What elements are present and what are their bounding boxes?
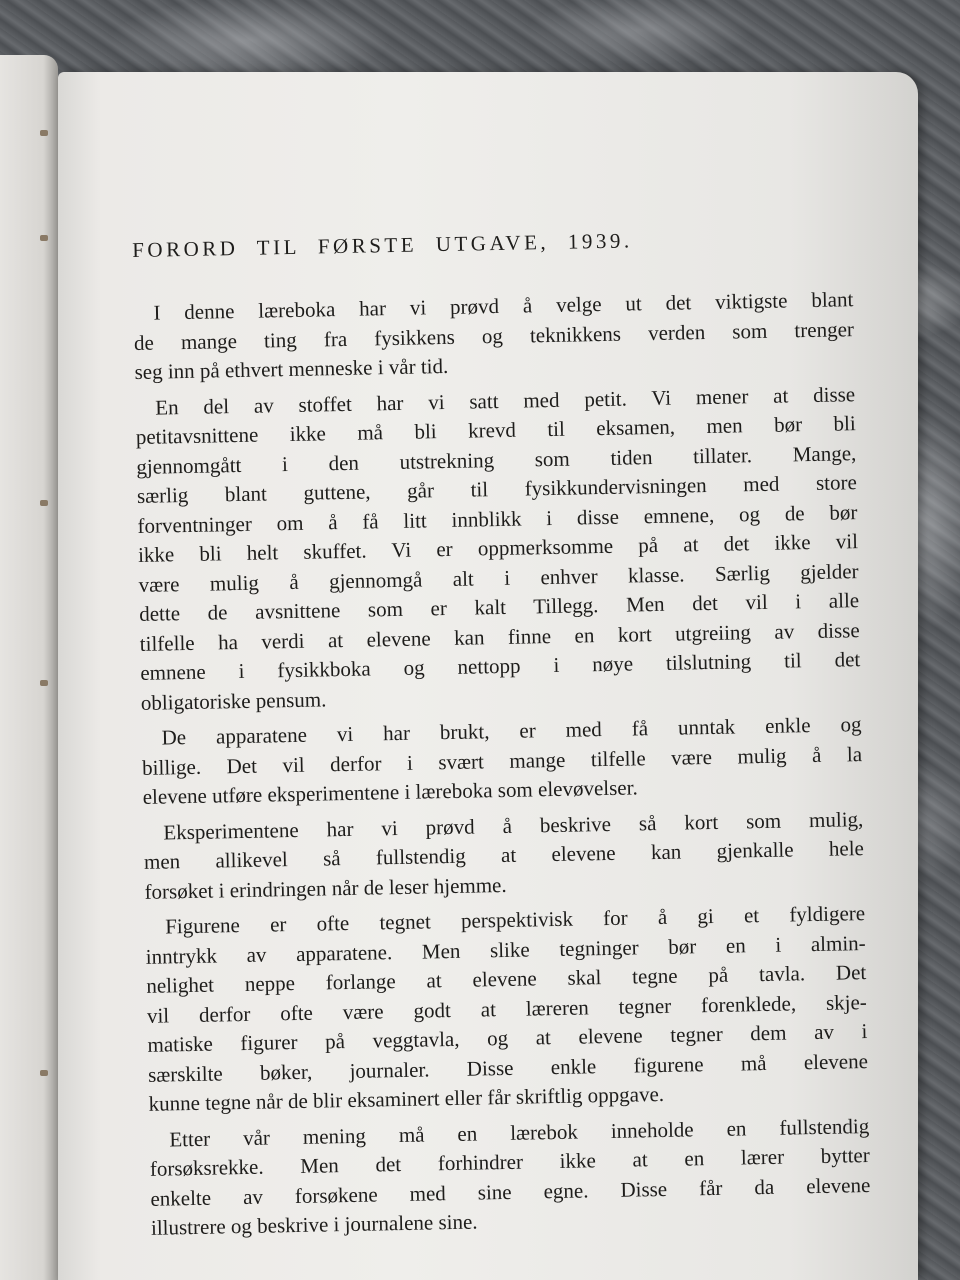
binding-stitch: [40, 235, 48, 241]
binding-stitch: [40, 500, 48, 506]
foreword-paragraph: [149, 1112, 871, 1244]
foreword-paragraph: [141, 710, 863, 812]
text-line: ikke bli helt skuffet. Vi er oppmerksomme på at det ikke vil: [137, 529, 859, 567]
foreword-paragraph: [135, 380, 861, 718]
text-line: forsøksrekke. Men det forhindrer ikke at en lærer bytter: [149, 1143, 870, 1181]
text-line: tilfelle ha verdi at elevene kan finne en kort utgreiing av disse: [139, 617, 860, 656]
text-line: gjennomgått i den utstrekning som tiden tillater. Mange,: [136, 440, 857, 479]
text-line: Figurene er ofte tegnet perspektivisk for å gi et fyldigere: [164, 901, 866, 939]
text-line: illustrere og beskrive i journalene sine.: [150, 1209, 478, 1240]
text-line: være mulig å gjennomgå alt i enhver klasse. Særlig gjelder: [138, 558, 859, 597]
text-line: forventninger om å få litt innblikk i disse emnene, og de bør: [137, 499, 858, 538]
binding-stitch: [40, 130, 48, 136]
text-line: kunne tegne når de blir eksaminert eller får skriftlig oppgave.: [148, 1081, 665, 1116]
foreword-body: [133, 285, 871, 1243]
foreword-paragraph: [145, 899, 869, 1119]
text-line: vil derfor ofte være godt at læreren tegner forenklede, skje-: [146, 989, 868, 1028]
left-page-edge: [0, 55, 58, 1280]
text-line: elevene utføre eksperimentene i læreboka som elevøvelser.: [142, 775, 638, 809]
text-line: men allikevel så fullstendig at elevene kan gjenkalle hele: [143, 836, 865, 874]
text-line: dette de avsnittene som er kalt Tillegg. Men det vil i alle: [138, 588, 860, 626]
text-line: enkelte av forsøkene med sine egne. Disse får da elevene: [150, 1172, 871, 1211]
text-line: I denne læreboka har vi prøvd å velge ut det viktigste blant: [153, 287, 854, 325]
text-line: seg inn på ethvert menneske i vår tid.: [134, 353, 449, 384]
binding-stitch: [40, 680, 48, 686]
text-line: billige. Det vil derfor i svært mange tilfelle være mulig å la: [141, 741, 863, 780]
foreword-paragraph: [143, 805, 865, 907]
text-line: En del av stoffet har vi satt med petit. Vi mener at disse: [155, 381, 856, 420]
text-line: Etter vår mening må en lærebok inneholde en fullstendig: [169, 1113, 870, 1151]
text-line: inntrykk av apparatene. Men slike tegninger bør en i almin-: [145, 930, 866, 969]
text-line: nelighet neppe forlange at elevene skal tegne på tavla. Det: [146, 960, 867, 998]
text-line: petitavsnittene ikke må bli krevd til eksamen, men bør bli: [135, 411, 856, 449]
text-line: særlig blant guttene, går til fysikkundervisningen med store: [136, 470, 858, 508]
page-content: [132, 224, 871, 1249]
foreword-heading: FORORD TIL FØRSTE UTGAVE, 1939.: [132, 228, 633, 262]
text-line: obligatoriske pensum.: [140, 686, 327, 715]
text-line: særskilte bøker, journaler. Disse enkle figurene må elevene: [147, 1048, 869, 1087]
text-line: emnene i fysikkboka og nettopp i nøye tilslutning til det: [140, 647, 861, 685]
text-line: matiske figurer på veggtavla, og at elevene tegner dem av i: [147, 1019, 868, 1057]
binding-stitch: [40, 1070, 48, 1076]
text-line: De apparatene vi har brukt, er med få unntak enkle og: [161, 712, 862, 750]
text-line: de mange ting fra fysikkens og teknikkens verden som trenger: [133, 316, 855, 355]
text-line: forsøket i erindringen når de leser hjemme.: [144, 872, 507, 904]
book-page: [58, 72, 918, 1280]
foreword-paragraph: [133, 285, 855, 387]
text-line: Eksperimentene har vi prøvd å beskrive så kort som mulig,: [163, 806, 864, 845]
